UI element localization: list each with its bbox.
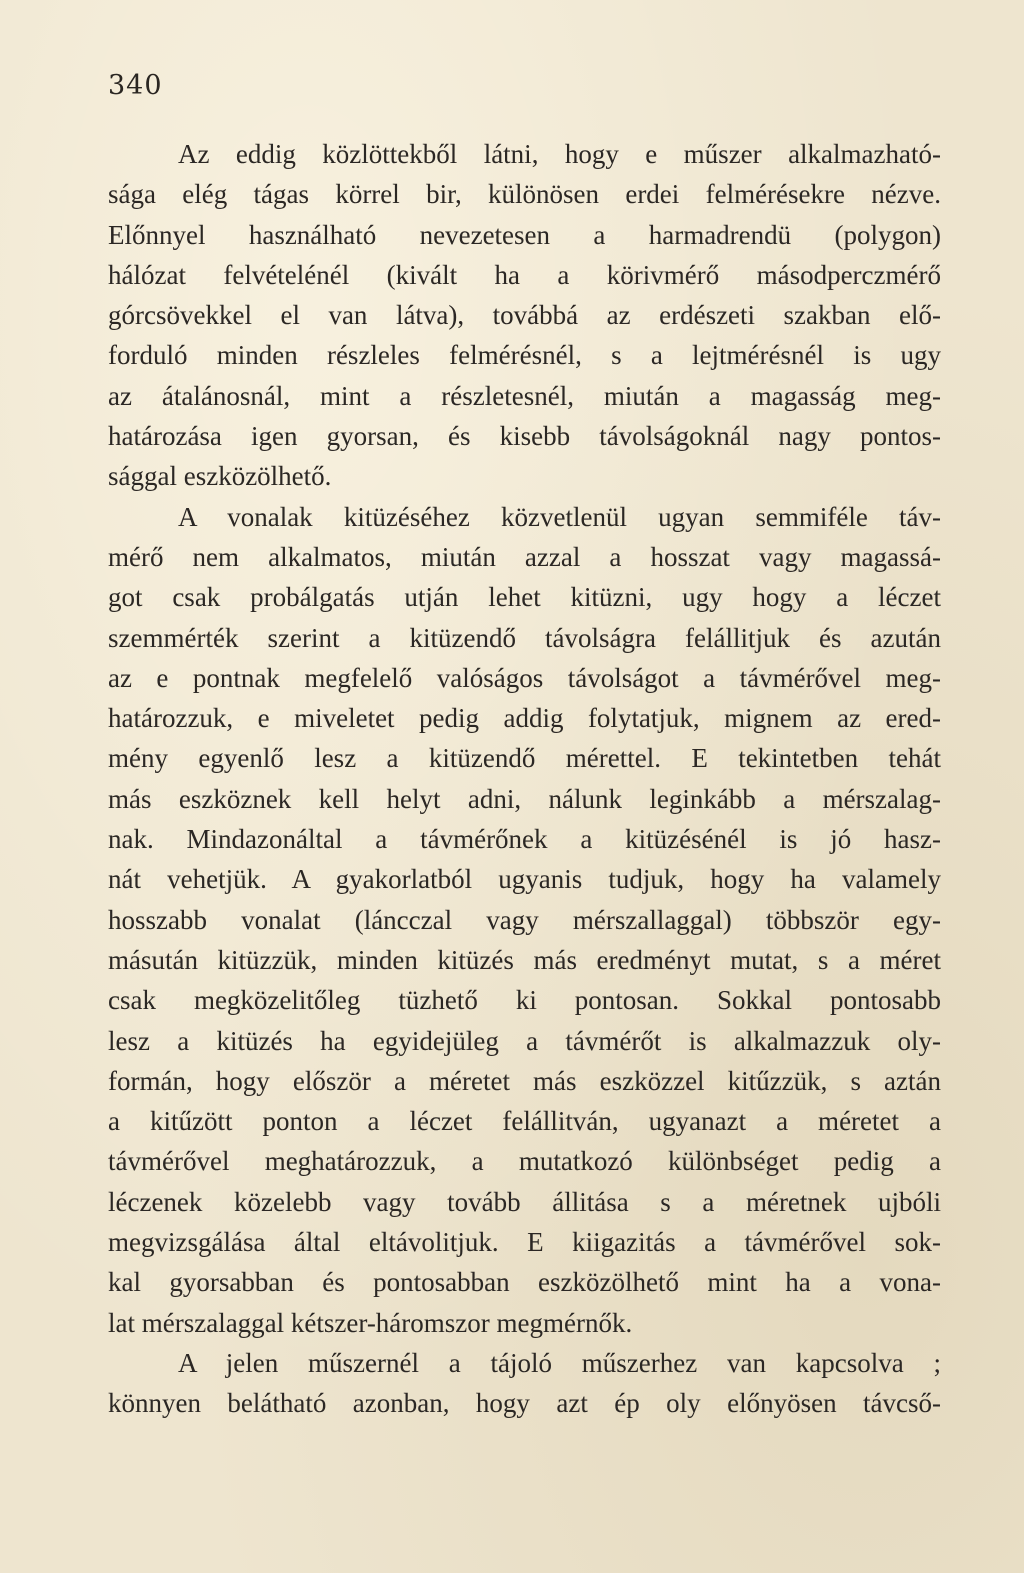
- text-line: mérő nem alkalmatos, miután azzal a hosszat vagy magassá-: [108, 541, 941, 572]
- text-line: sága elég tágas körrel bir, különösen erdei felmérésekre nézve.: [108, 179, 941, 210]
- text-line: mény egyenlő lesz a kitüzendő mérettel. E tekintetben tehát: [108, 743, 941, 774]
- text-line: szemmérték szerint a kitüzendő távolságra felállitjuk és azután: [108, 622, 941, 653]
- text-line: más eszköznek kell helyt adni, nálunk leginkább a mérszalag-: [108, 783, 941, 814]
- text-line: Az eddig közlöttekből látni, hogy e műszer alkalmazható-: [178, 139, 941, 169]
- text-line: hosszabb vonalat (láncczal vagy mérszallaggal) többször egy-: [108, 904, 941, 935]
- text-line: könnyen belátható azonban, hogy azt ép oly előnyösen távcső-: [108, 1388, 941, 1419]
- text-line: határozása igen gyorsan, és kisebb távolságoknál nagy pontos-: [108, 421, 941, 452]
- text-line: megvizsgálása által eltávolitjuk. E kiigazitás a távmérővel sok-: [108, 1227, 941, 1258]
- text-line: nát vehetjük. A gyakorlatból ugyanis tudjuk, hogy ha valamely: [108, 864, 941, 895]
- text-line: az e pontnak megfelelő valóságos távolságot a távmérővel meg-: [108, 662, 941, 693]
- text-line: távmérővel meghatározzuk, a mutatkozó különbséget pedig a: [108, 1146, 941, 1177]
- text-line: határozzuk, e miveletet pedig addig folytatjuk, mignem az ered-: [108, 703, 941, 734]
- text-line: A vonalak kitüzéséhez közvetlenül ugyan semmiféle táv-: [178, 501, 941, 532]
- text-line: kal gyorsabban és pontosabban eszközölhető mint ha a vona-: [108, 1267, 941, 1298]
- text-line: csak megközelitőleg tüzhető ki pontosan. Sokkal pontosabb: [108, 985, 941, 1016]
- text-line: sággal eszközölhető.: [108, 461, 332, 492]
- text-line: got csak probálgatás utján lehet kitüzni, ugy hogy a léczet: [108, 582, 941, 613]
- text-line: hálózat felvételénél (kivált ha a körivmérő másodperczmérő: [108, 259, 941, 290]
- text-line: léczenek közelebb vagy tovább állitása s a méretnek ujbóli: [108, 1186, 941, 1217]
- text-line: forduló minden részleles felmérésnél, s a lejtmérésnél is ugy: [108, 340, 941, 371]
- text-line: formán, hogy először a méretet más eszközzel kitűzzük, s aztán: [108, 1065, 941, 1096]
- body-text: [108, 134, 941, 1424]
- text-line: A jelen műszernél a tájoló műszerhez van kapcsolva ;: [178, 1347, 941, 1378]
- text-line: lesz a kitüzés ha egyidejüleg a távmérőt is alkalmazzuk oly-: [108, 1025, 941, 1056]
- page-number: 340: [108, 70, 163, 101]
- text-line: górcsövekkel el van látva), továbbá az erdészeti szakban elő-: [108, 300, 941, 331]
- text-line: a kitűzött ponton a léczet felállitván, ugyanazt a méretet a: [108, 1106, 941, 1137]
- text-line: másután kitüzzük, minden kitüzés más eredményt mutat, s a méret: [108, 944, 941, 975]
- text-line: az átalánosnál, mint a részletesnél, miután a magasság meg-: [108, 380, 941, 411]
- text-line: lat mérszalaggal kétszer-háromszor megmérnők.: [108, 1307, 633, 1338]
- text-line: Előnnyel használható nevezetesen a harmadrendü (polygon): [108, 219, 941, 250]
- text-line: nak. Mindazonáltal a távmérőnek a kitüzésénél is jó hasz-: [108, 824, 941, 855]
